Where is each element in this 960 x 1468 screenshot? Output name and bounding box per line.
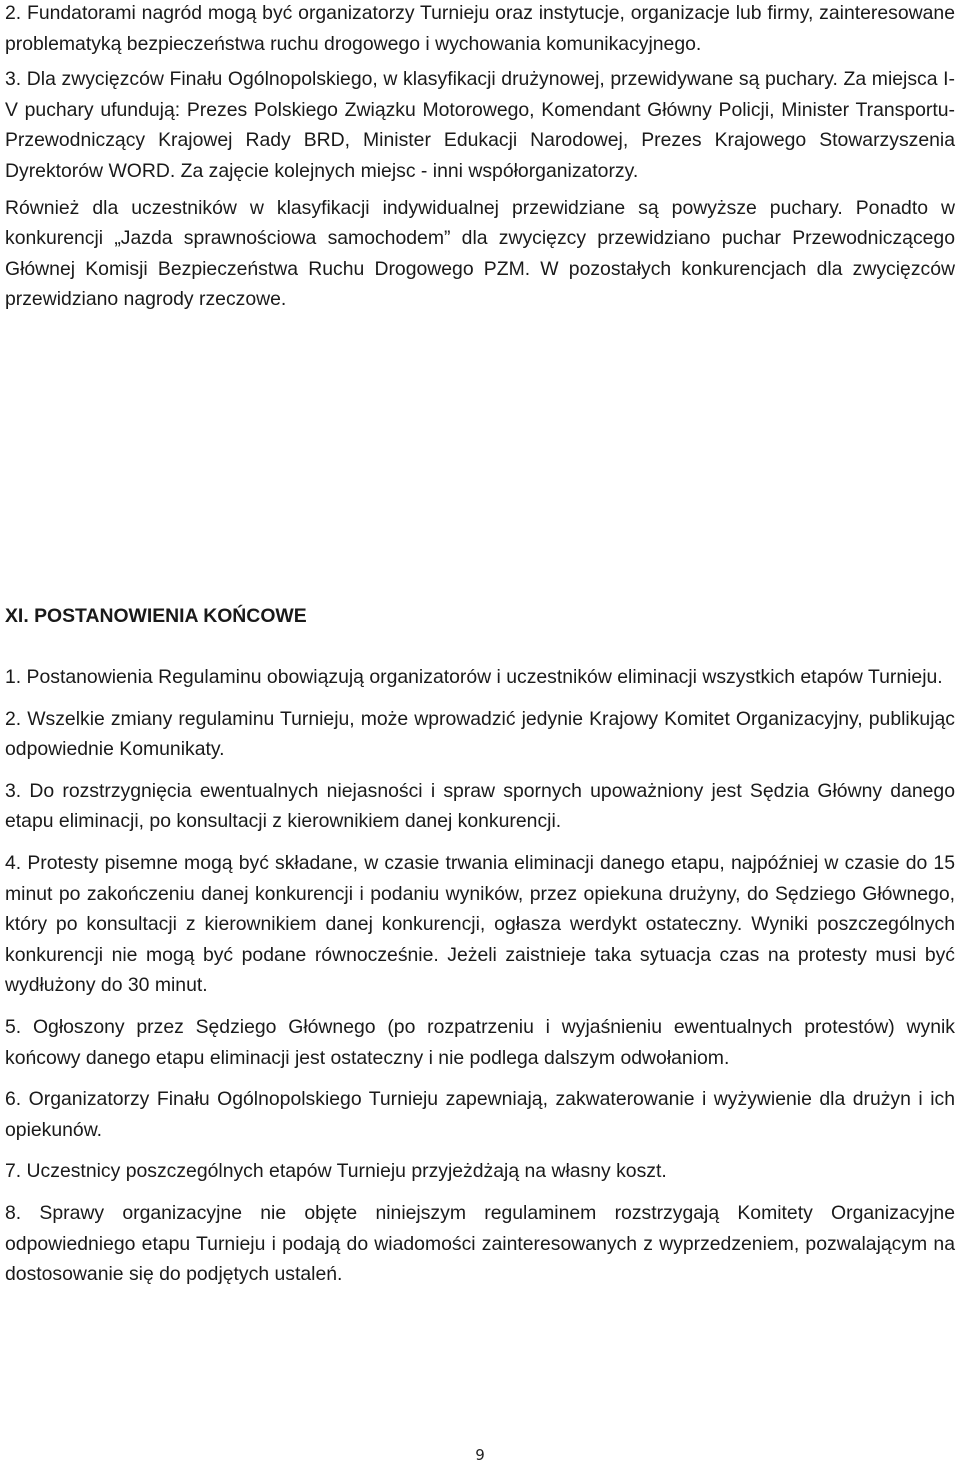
final-provisions-list [5, 662, 955, 1290]
provision-item: 5. Ogłoszony przez Sędziego Głównego (po rozpatrzeniu i wyjaśnieniu ewentualnych protestów) wynik końcowy danego etapu eliminacji jest ostateczny i nie podlega dalszym odwołaniom. [5, 1015, 955, 1069]
provision-item: 4. Protesty pisemne mogą być składane, w czasie trwania eliminacji danego etapu, najpóźniej w czasie do 15 minut po zakończeniu danej konkurencji i podaniu wyników, przez opiekuna drużyny, do Sędziego Głównego, który po konsultacji z kierownikiem danej konkurencji, ogłasza werdykt ostateczny. Wyniki poszczególnych konkurencji nie mogą być podane równocześnie. Jeżeli zaistnieje taka sytuacja czas na protesty musi być wydłużony do 30 minut. [5, 851, 955, 997]
provision-item: 8. Sprawy organizacyjne nie objęte niniejszym regulaminem rozstrzygają Komitety Organizacyjne odpowiedniego etapu Turnieju i podają do wiadomości zainteresowanych z wyprzedzeniem, pozwalającym na dostosowanie się do podjętych ustaleń. [5, 1201, 955, 1286]
prize-section [5, 0, 955, 315]
paragraph-3: 3. Dla zwycięzców Finału Ogólnopolskiego, w klasyfikacji drużynowej, przewidywane są puchary. Za miejsca I-V puchary ufundują: Prezes Polskiego Związku Motorowego, Komendant Główny Policji, Minister Transportu- Przewodniczący Krajowej Rady BRD, Minister Edukacji Narodowej, Prezes Krajowego Stowarzyszenia Dyrektorów WORD. Za zajęcie kolejnych miejsc - inni współorganizatorzy. [5, 68, 955, 182]
provision-item: 6. Organizatorzy Finału Ogólnopolskiego Turnieju zapewniają, zakwaterowanie i wyżywienie dla drużyn i ich opiekunów. [5, 1088, 955, 1141]
paragraph-2: 2. Fundatorami nagród mogą być organizatorzy Turnieju oraz instytucje, organizacje lub firmy, zainteresowane problematyką bezpieczeństwa ruchu drogowego i wychowania komunikacyjnego. [5, 2, 955, 55]
page-number: 9 [475, 1446, 485, 1464]
provision-item: 7. Uczestnicy poszczególnych etapów Turnieju przyjeżdżają na własny koszt. [5, 1160, 667, 1183]
provision-item: 1. Postanowienia Regulaminu obowiązują organizatorów i uczestników eliminacji wszystkich etapów Turnieju. [5, 666, 943, 688]
section-heading: XI. POSTANOWIENIA KOŃCOWE [5, 605, 307, 627]
provision-item: 2. Wszelkie zmiany regulaminu Turnieju, może wprowadzić jedynie Krajowy Komitet Organizacyjny, publikując odpowiednie Komunikaty. [5, 707, 955, 761]
paragraph-4: Również dla uczestników w klasyfikacji indywidualnej przewidziane są powyższe puchary. Ponadto w konkurencji „Jazda sprawnościowa samochodem” dla zwycięzcy przewidziano puchar Przewodniczącego Głównej Komisji Bezpieczeństwa Ruchu Drogowego PZM. W pozostałych konkurencjach dla zwycięzców przewidziano nagrody rzeczowe. [5, 196, 955, 311]
provision-item: 3. Do rozstrzygnięcia ewentualnych niejasności i spraw spornych upoważniony jest Sędzia Główny danego etapu eliminacji, po konsultacji z kierownikiem danej konkurencji. [5, 779, 955, 833]
